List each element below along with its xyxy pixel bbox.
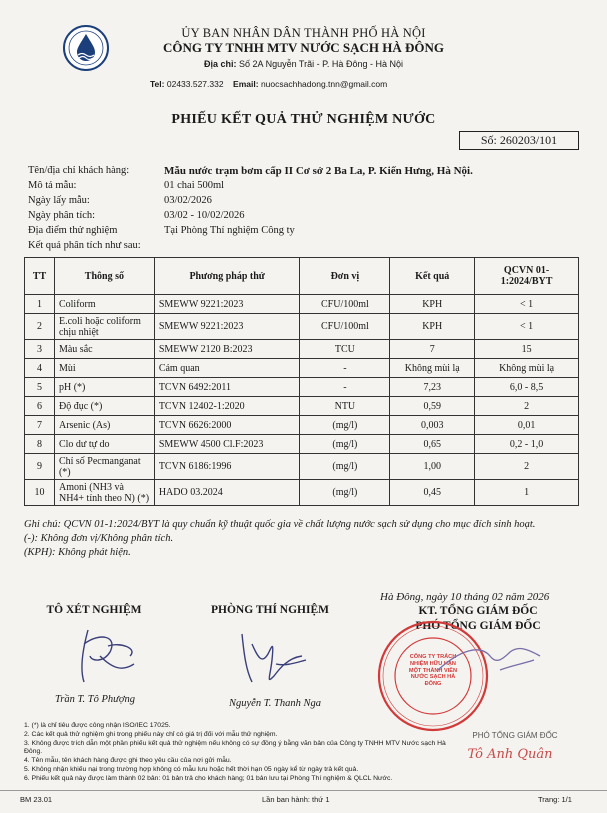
cell-unit: -	[300, 359, 390, 378]
cell-unit: CFU/100ml	[300, 295, 390, 314]
cell-tt: 4	[25, 359, 55, 378]
table-row	[25, 340, 579, 359]
lab-signature	[222, 624, 322, 690]
cell-unit: (mg/l)	[300, 454, 390, 480]
table-row	[25, 397, 579, 416]
header-unit: Đơn vị	[300, 258, 390, 295]
footnotes	[24, 722, 464, 784]
cell-unit: -	[300, 378, 390, 397]
header-result: Kết quả	[390, 258, 475, 295]
edition: Lần ban hành: thứ 1	[262, 795, 330, 804]
cell-method: SMEWW 2120 B:2023	[154, 340, 300, 359]
deputy-director-title: PHÓ TỔNG GIÁM ĐỐC	[415, 620, 541, 632]
footnote: 6. Phiếu kết quả này được làm thành 02 bản: 01 bản trả cho khách hàng; 01 bản lưu tại Phòng Thí nghiệm & QLCL Nước.	[24, 774, 393, 782]
cell-result: 0,59	[390, 397, 475, 416]
cell-result: 0,003	[390, 416, 475, 435]
footnote: 5. Không nhận khiếu nại trong trường hợp không có mẫu lưu hoặc hết thời hạn 05 ngày kể từ ngày trả kết quả.	[24, 765, 359, 773]
footnote: 1. (*) là chỉ tiêu được công nhận ISO/IEC 17025.	[24, 722, 171, 729]
info-row: Ngày lấy mẫu: 03/02/2026	[28, 195, 212, 206]
info-row: Mô tả mẫu: 01 chai 500ml	[28, 180, 225, 191]
results-table	[24, 257, 579, 506]
table-row	[25, 359, 579, 378]
cell-standard: Không mùi lạ	[475, 359, 579, 378]
sample-info	[28, 163, 588, 253]
info-row: Ngày phân tích: 03/02 - 10/02/2026	[28, 210, 245, 221]
cell-method: TCVN 6492:2011	[154, 378, 300, 397]
table-row	[25, 416, 579, 435]
cell-tt: 8	[25, 435, 55, 454]
document-title: PHIẾU KẾT QUẢ THỬ NGHIỆM NƯỚC	[171, 112, 436, 127]
table-row	[25, 435, 579, 454]
header-method: Phương pháp thử	[154, 258, 300, 295]
cell-unit: NTU	[300, 397, 390, 416]
document-number: Số: 260203/101	[459, 131, 579, 150]
table-row	[25, 480, 579, 506]
cell-tt: 1	[25, 295, 55, 314]
cell-standard: 2	[475, 454, 579, 480]
cell-parameter: Coliform	[54, 295, 154, 314]
footnote: 4. Tên mẫu, tên khách hàng được ghi theo yêu cầu của nơi gửi mẫu.	[24, 757, 232, 765]
cell-result: Không mùi lạ	[390, 359, 475, 378]
cell-parameter: Màu sắc	[54, 340, 154, 359]
cell-method: Cảm quan	[154, 359, 300, 378]
footer-divider	[0, 790, 607, 791]
cell-standard: 2	[475, 397, 579, 416]
info-row: Kết quả phân tích như sau:	[28, 240, 141, 251]
cell-unit: (mg/l)	[300, 435, 390, 454]
note-dash: (-): Không đơn vị/Không phân tích.	[24, 533, 174, 544]
cell-method: TCVN 6186:1996	[154, 454, 300, 480]
cell-result: 7	[390, 340, 475, 359]
cell-result: 1,00	[390, 454, 475, 480]
cell-parameter: pH (*)	[54, 378, 154, 397]
cell-parameter: Clo dư tự do	[54, 435, 154, 454]
header-parameter: Thông số	[54, 258, 154, 295]
cell-method: SMEWW 4500 Cl.F:2023	[154, 435, 300, 454]
cell-tt: 9	[25, 454, 55, 480]
cell-method: HADO 03.2024	[154, 480, 300, 506]
cell-result: KPH	[390, 295, 475, 314]
table-row	[25, 295, 579, 314]
note-standard: Ghi chú: QCVN 01-1:2024/BYT là quy chuẩn kỹ thuật quốc gia về chất lượng nước sạch sử dụng cho mục đích sinh hoạt.	[24, 519, 536, 530]
cell-tt: 3	[25, 340, 55, 359]
cell-standard: 1	[475, 480, 579, 506]
cell-standard: 0,2 - 1,0	[475, 435, 579, 454]
cell-method: TCVN 12402-1:2020	[154, 397, 300, 416]
cell-tt: 6	[25, 397, 55, 416]
committee-name: ỦY BAN NHÂN DÂN THÀNH PHỐ HÀ NỘI	[181, 26, 426, 40]
table-row	[25, 314, 579, 340]
cell-method: SMEWW 9221:2023	[154, 295, 300, 314]
header-tt: TT	[25, 258, 55, 295]
cell-parameter: E.coli hoặc coliform chịu nhiệt	[54, 314, 154, 340]
company-tel: 02433.527.332	[166, 79, 224, 89]
lab-head-name: Nguyễn T. Thanh Nga	[229, 698, 321, 709]
cell-unit: (mg/l)	[300, 416, 390, 435]
tester-signature	[60, 622, 150, 686]
notes	[24, 518, 594, 560]
footnote: 3. Không được trích dẫn một phần phiếu kết quả thử nghiệm nếu không có sự đồng ý bằng văn bản của Công ty TNHH MTV Nước sạch Hà Đông.	[24, 739, 446, 756]
director-name: Tô Anh Quân	[467, 747, 553, 762]
footnote: 2. Các kết quả thử nghiệm ghi trong phiếu này chỉ có giá trị đối với mẫu thử nghiệm.	[24, 730, 278, 738]
table-row	[25, 378, 579, 397]
cell-result: KPH	[390, 314, 475, 340]
director-role: PHÓ TỔNG GIÁM ĐỐC	[472, 731, 558, 740]
company-email: nuocsachhadong.tnn@gmail.com	[260, 79, 388, 89]
cell-standard: 6,0 - 8,5	[475, 378, 579, 397]
tester-title: TÔ XÉT NGHIỆM	[46, 604, 142, 616]
cell-tt: 7	[25, 416, 55, 435]
table-row	[25, 454, 579, 480]
cell-unit: (mg/l)	[300, 480, 390, 506]
note-kph: (KPH): Không phát hiện.	[24, 547, 131, 558]
page-number: Trang: 1/1	[538, 795, 572, 804]
cell-standard: < 1	[475, 295, 579, 314]
cell-standard: 15	[475, 340, 579, 359]
company-name: CÔNG TY TNHH MTV NƯỚC SẠCH HÀ ĐÔNG	[162, 40, 445, 55]
lab-title: PHÒNG THÍ NGHIỆM	[211, 604, 329, 616]
cell-method: SMEWW 9221:2023	[154, 314, 300, 340]
date-place: Hà Đông, ngày 10 tháng 02 năm 2026	[380, 591, 550, 603]
cell-parameter: Chỉ số Pecmanganat (*)	[54, 454, 154, 480]
cell-parameter: Arsenic (As)	[54, 416, 154, 435]
header-standard: QCVN 01-1:2024/BYT	[475, 258, 579, 295]
cell-result: 7,23	[390, 378, 475, 397]
form-code: BM 23.01	[20, 795, 53, 804]
cell-tt: 2	[25, 314, 55, 340]
cell-standard: < 1	[475, 314, 579, 340]
cell-parameter: Độ đục (*)	[54, 397, 154, 416]
tester-name: Trần T. Tô Phượng	[55, 694, 135, 705]
company-contact: Tel: 02433.527.332 Email: nuocsachhadong.tnn@gmail.com	[150, 79, 388, 89]
cell-unit: CFU/100ml	[300, 314, 390, 340]
director-signature	[430, 630, 550, 690]
cell-parameter: Amoni (NH3 và NH4+ tính theo N) (*)	[54, 480, 154, 506]
company-address: Địa chỉ: Số 2A Nguyễn Trãi - P. Hà Đông - Hà Nội	[204, 59, 403, 69]
cell-tt: 10	[25, 480, 55, 506]
info-row: Tên/địa chỉ khách hàng: Mẫu nước trạm bơm cấp II Cơ sở 2 Ba La, P. Kiến Hưng, Hà Nội.	[28, 164, 473, 177]
info-row: Địa điểm thử nghiệm Tại Phòng Thí nghiệm Công ty	[28, 225, 295, 236]
table-header-row	[25, 258, 579, 295]
cell-parameter: Mùi	[54, 359, 154, 378]
cell-tt: 5	[25, 378, 55, 397]
cell-unit: TCU	[300, 340, 390, 359]
cell-standard: 0,01	[475, 416, 579, 435]
director-title: KT. TỔNG GIÁM ĐỐC	[418, 605, 538, 617]
cell-method: TCVN 6626:2000	[154, 416, 300, 435]
cell-result: 0,45	[390, 480, 475, 506]
cell-result: 0,65	[390, 435, 475, 454]
stamp-text: CÔNG TY TRÁCH NHIỆM HỮU HẠN MỘT THÀNH VIÊN NƯỚC SẠCH HÀ ĐÔNG	[408, 654, 458, 688]
